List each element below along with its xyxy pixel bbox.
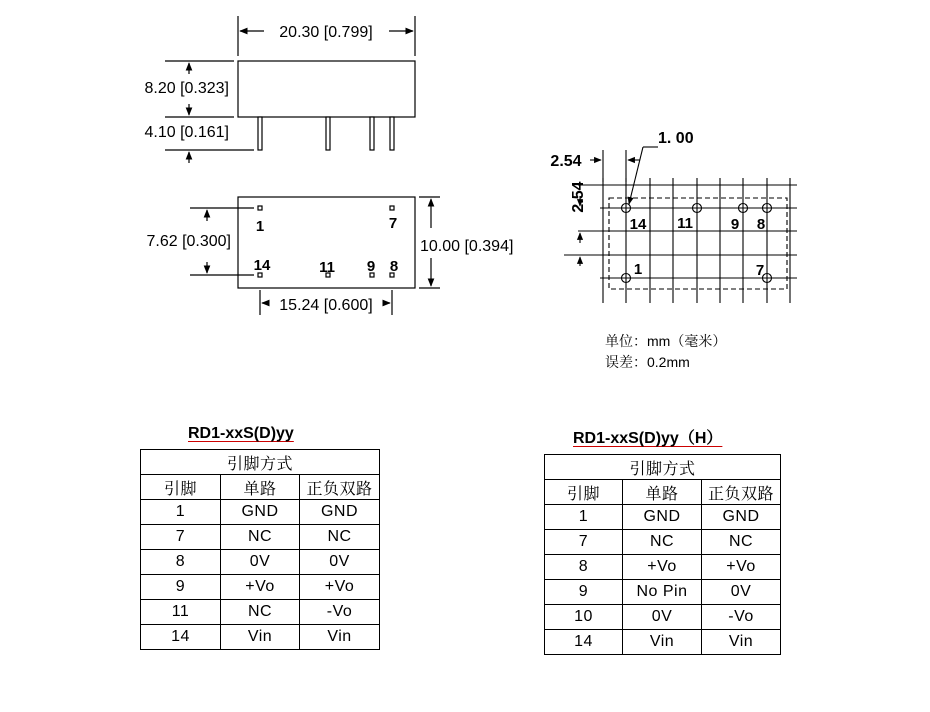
table-cell: NC: [300, 525, 380, 550]
table-header-cell: 正负双路: [702, 480, 781, 505]
grid-pin-label-9: 9: [730, 216, 740, 233]
table-row: [545, 505, 781, 530]
table-cell: 0V: [221, 550, 300, 575]
table-cell: GND: [702, 505, 781, 530]
row-spacing-dimension-label: 7.62 [0.300]: [146, 233, 231, 250]
table-cell: +Vo: [300, 575, 380, 600]
table-group-header-row: [545, 455, 781, 480]
table-row: [141, 550, 380, 575]
horizontal-pitch-label: 2.54: [550, 153, 582, 170]
grid-pin-label-8: 8: [756, 216, 766, 233]
right-pinout-table: [544, 454, 781, 655]
pin-marker-7: [390, 206, 394, 210]
table-cell: 11: [141, 600, 221, 625]
table-cell: GND: [623, 505, 702, 530]
table-cell: Vin: [623, 630, 702, 655]
table-cell: 8: [545, 555, 623, 580]
table-cell: 7: [141, 525, 221, 550]
table-row: [141, 625, 380, 650]
table-cell: NC: [221, 525, 300, 550]
table-group-header-row: [141, 450, 380, 475]
table-row: [141, 575, 380, 600]
table-cell: 1: [545, 505, 623, 530]
right-table-title: RD1-xxS(D)yy（H）: [573, 430, 723, 447]
table-row: [141, 600, 380, 625]
grid-pin-label-1: 1: [633, 261, 643, 278]
table-cell: 9: [545, 580, 623, 605]
table-header-row: [545, 480, 781, 505]
table-cell: No Pin: [623, 580, 702, 605]
side-pin: [370, 117, 374, 150]
table-cell: NC: [221, 600, 300, 625]
table-cell: 7: [545, 530, 623, 555]
table-cell: 9: [141, 575, 221, 600]
pin-length-dimension-label: 4.10 [0.161]: [144, 124, 229, 141]
width-dimension-label: 20.30 [0.799]: [279, 24, 373, 41]
table-header-cell: 单路: [221, 475, 300, 500]
table-cell: GND: [221, 500, 300, 525]
side-pin: [258, 117, 262, 150]
table-cell: +Vo: [221, 575, 300, 600]
table-cell: 0V: [702, 580, 781, 605]
table-header-cell: 正负双路: [300, 475, 380, 500]
side-pin: [326, 117, 330, 150]
table-cell: NC: [702, 530, 781, 555]
table-cell: 10: [545, 605, 623, 630]
table-cell: GND: [300, 500, 380, 525]
grid-pin-label-7: 7: [755, 262, 765, 279]
table-cell: 14: [141, 625, 221, 650]
side-pin: [390, 117, 394, 150]
top-pin-label-1: 1: [255, 218, 265, 235]
table-cell: Vin: [300, 625, 380, 650]
table-header-cell: 单路: [623, 480, 702, 505]
top-pin-label-7: 7: [388, 215, 398, 232]
vertical-pitch-label: 2.54: [570, 181, 587, 213]
table-header-cell: 引脚: [545, 480, 623, 505]
left-pinout-table: [140, 449, 380, 650]
table-cell: 0V: [300, 550, 380, 575]
top-pin-label-14: 14: [253, 257, 271, 274]
table-row: [141, 500, 380, 525]
pin-marker-1: [258, 206, 262, 210]
table-row: [141, 525, 380, 550]
top-pin-label-8: 8: [389, 258, 399, 275]
table-row: [545, 580, 781, 605]
table-group-header: 引脚方式: [141, 450, 380, 475]
table-cell: NC: [623, 530, 702, 555]
table-row: [545, 605, 781, 630]
top-pin-label-11: 11: [319, 259, 335, 276]
table-cell: -Vo: [702, 605, 781, 630]
left-table-title: RD1-xxS(D)yy: [188, 425, 294, 442]
hole-diameter-label: 1. 00: [658, 130, 694, 147]
grid-pin-label-14: 14: [629, 216, 647, 233]
table-cell: +Vo: [702, 555, 781, 580]
table-cell: 1: [141, 500, 221, 525]
table-header-cell: 引脚: [141, 475, 221, 500]
grid-pin-label-11: 11: [677, 215, 693, 232]
table-cell: 8: [141, 550, 221, 575]
side-view-body: [238, 61, 415, 117]
table-cell: +Vo: [623, 555, 702, 580]
table-header-row: [141, 475, 380, 500]
top-pin-label-9: 9: [366, 258, 376, 275]
table-row: [545, 630, 781, 655]
table-cell: -Vo: [300, 600, 380, 625]
table-cell: Vin: [702, 630, 781, 655]
tolerance-note: 误差：0.2mm: [605, 354, 690, 370]
table-cell: 0V: [623, 605, 702, 630]
table-cell: 14: [545, 630, 623, 655]
table-cell: Vin: [221, 625, 300, 650]
unit-note: 单位：mm（毫米）: [605, 333, 727, 349]
table-group-header: 引脚方式: [545, 455, 781, 480]
table-row: [545, 555, 781, 580]
pin-span-dimension-label: 15.24 [0.600]: [279, 297, 373, 314]
height-dimension-label: 8.20 [0.323]: [144, 80, 229, 97]
table-row: [545, 530, 781, 555]
body-width-dimension-label: 10.00 [0.394]: [420, 238, 514, 255]
